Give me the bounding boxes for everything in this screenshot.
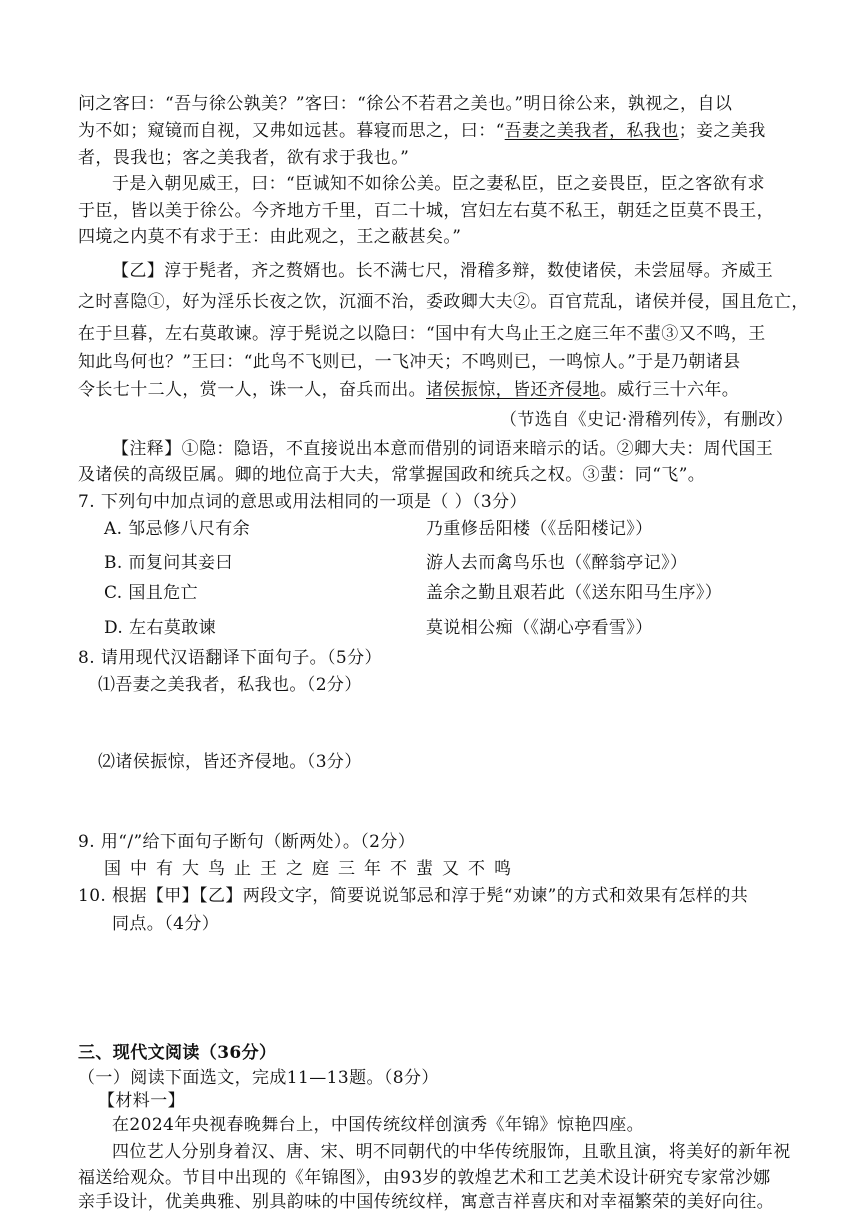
question-8-sub-2: ⑵诸侯振惊，皆还齐侵地。（3分） <box>98 752 362 772</box>
passage-jia-line-6: 四境之内莫不有求于王：由此观之，王之蔽甚矣。” <box>78 227 462 247</box>
q7-option-c <box>104 581 804 605</box>
q7-option-a <box>104 517 804 541</box>
option-left: C. 国且危亡 <box>104 583 199 603</box>
text-span: 令长七十二人，赏一人，诛一人，奋兵而出。 <box>78 380 426 400</box>
section-3-heading: 三、现代文阅读（36分） <box>78 1043 277 1063</box>
passage-jia-line-1: 问之客曰：“吾与徐公孰美？”客曰：“徐公不若君之美也。”明日徐公来，孰视之，自以 <box>78 94 733 114</box>
text-span: ；妾之美我 <box>678 121 766 141</box>
passage-jia-line-4: 于是入朝见威王，曰：“臣诚知不如徐公美。臣之妻私臣，臣之妾畏臣，臣之客欲有求 <box>112 174 765 194</box>
text-span: 为不如；窥镜而自视，又弗如远甚。暮寝而思之，曰：“ <box>78 121 505 141</box>
option-left: A. 邹忌修八尺有余 <box>104 519 251 539</box>
text-span: 。威行三十六年。 <box>600 380 740 400</box>
material-one-paragraph-2-line-3: 亲手设计，优美典雅、别具韵味的中国传统纹样，寓意吉祥喜庆和对幸福繁荣的美好向往。 <box>78 1192 774 1212</box>
passage-yi-line-1: 【乙】淳于髡者，齐之赘婿也。长不满七尺，滑稽多辩，数使诸侯，未尝屈辱。齐威王 <box>112 261 774 281</box>
option-right: 乃重修岳阳楼（《岳阳楼记》） <box>426 519 653 539</box>
underlined-sentence: 吾妻之美我者，私我也 <box>504 121 679 141</box>
underlined-sentence: 诸侯振惊，皆还齐侵地 <box>426 380 600 400</box>
question-8-stem: 8. 请用现代汉语翻译下面句子。（5分） <box>78 648 382 668</box>
passage-yi-line-4: 知此鸟何也？”王曰：“此鸟不飞则已，一飞冲天；不鸣则已，一鸣惊人。”于是乃朝诸县 <box>78 352 741 372</box>
notes-line-2: 及诸侯的高级臣属。卿的地位高于大夫，常掌握国政和统兵之权。③蜚：同“飞”。 <box>78 465 706 485</box>
passage-jia-line-5: 于臣，皆以美于徐公。今齐地方千里，百二十城，宫妇左右莫不私王，朝廷之臣莫不畏王， <box>78 201 774 221</box>
option-right: 莫说相公痴（《湖心亭看雪》） <box>426 618 653 638</box>
material-one-paragraph-1: 在2024年央视春晚舞台上，中国传统纹样创演秀《年锦》惊艳四座。 <box>112 1115 645 1135</box>
option-right: 盖余之勤且艰若此（《送东阳马生序》） <box>426 583 723 603</box>
question-10-line-2: 同点。（4分） <box>112 914 220 934</box>
passage-yi-line-3: 在于旦暮，左右莫敢谏。淳于髡说之以隐曰：“国中有大鸟止王之庭三年不蜚③又不鸣，王 <box>78 324 766 344</box>
passage-yi-line-2: 之时喜隐①，好为淫乐长夜之饮，沉湎不治，委政卿大夫②。百官荒乱，诸侯并侵，国且危亡， <box>78 292 809 312</box>
question-10-line-1: 10. 根据【甲】【乙】两段文字，简要说说邹忌和淳于髡“劝谏”的方式和效果有怎样的共 <box>78 886 749 906</box>
material-one-paragraph-2-line-2: 福送给观众。节目中出现的《年锦图》，由93岁的敦煌艺术和工艺美术设计研究专家常沙娜 <box>78 1168 771 1188</box>
question-7-stem: 7. 下列句中加点词的意思或用法相同的一项是（ ）（3分） <box>78 492 527 512</box>
q7-option-b <box>104 551 804 575</box>
material-one-label: 【材料一】 <box>98 1091 185 1111</box>
option-right: 游人去而禽鸟乐也（《醉翁亭记》） <box>426 553 688 573</box>
material-one-paragraph-2-line-1: 四位艺人分别身着汉、唐、宋、明不同朝代的中华传统服饰，且歌且演，将美好的新年祝 <box>112 1142 791 1162</box>
passage-yi-line-5 <box>78 378 778 402</box>
question-9-stem: 9. 用“/”给下面句子断句（断两处）。（2分） <box>78 832 416 852</box>
passage-jia-line-3: 者，畏我也；客之美我者，欲有求于我也。” <box>78 148 410 168</box>
option-left: B. 而复问其妾曰 <box>104 553 233 573</box>
passage-jia-line-2 <box>78 119 778 143</box>
q7-option-d <box>104 616 804 640</box>
notes-line-1: 【注释】①隐：隐语，不直接说出本意而借别的词语来暗示的话。②卿大夫：周代国王 <box>112 439 774 459</box>
question-9-sentence: 国中有大鸟止王之庭三年不蜚又不鸣 <box>104 859 520 879</box>
source-citation: （节选自《史记·滑稽列传》，有删改） <box>500 410 794 430</box>
section-3-sub-heading: （一）阅读下面选文，完成11—13题。（8分） <box>78 1068 439 1088</box>
option-left: D. 左右莫敢谏 <box>104 618 217 638</box>
question-8-sub-1: ⑴吾妻之美我者，私我也。（2分） <box>98 675 362 695</box>
